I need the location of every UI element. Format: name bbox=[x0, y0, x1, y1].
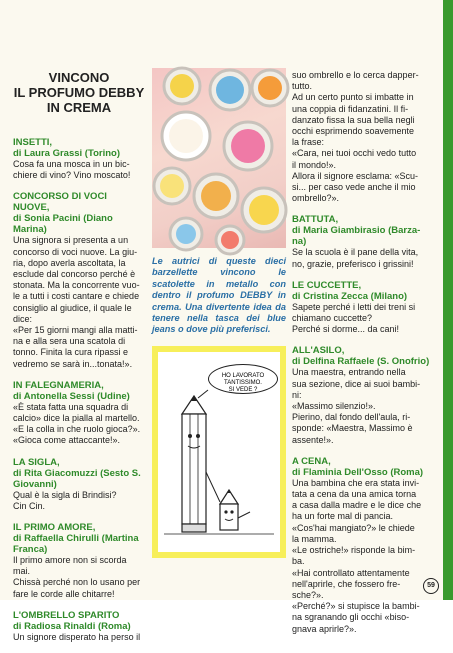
joke-text-line: «Gioca come attaccante!». bbox=[13, 435, 121, 446]
joke-text-line: no, grazie, preferisco i grissini! bbox=[292, 258, 414, 269]
joke-text-line: sua sezione, dice ai suoi bambi- bbox=[292, 378, 421, 389]
joke-heading-line: INSETTI, bbox=[13, 137, 53, 148]
joke-text-line: Allora il signore esclama: «Scu- bbox=[292, 170, 419, 181]
joke-heading-line: Franca) bbox=[13, 544, 48, 556]
joke-text-line: Una maestra, entrando nella bbox=[292, 367, 406, 378]
joke-text-line: sponde: «Maestra, Massimo è bbox=[292, 423, 413, 434]
joke-text-line: si... per caso vede anche il mio bbox=[292, 182, 416, 193]
joke-sigla bbox=[13, 457, 145, 512]
joke-title bbox=[13, 522, 145, 555]
joke-text-line: la frase: bbox=[292, 137, 325, 148]
speech-bubble-line: SI VEDE ? bbox=[228, 386, 258, 393]
joke-cuccette bbox=[292, 280, 440, 336]
joke-text-line: «Cos'hai mangiato?» le chiede bbox=[292, 522, 415, 533]
joke-text-line: fare le corde alle chitarre! bbox=[13, 588, 115, 599]
green-edge-band bbox=[443, 0, 453, 600]
joke-heading-line: na) bbox=[292, 236, 307, 248]
headline-line: VINCONO bbox=[48, 70, 110, 85]
joke-text-line: dice: bbox=[13, 313, 33, 324]
joke-text-line: calcio» dice la pialla al martello. bbox=[13, 413, 140, 424]
joke-heading-line: di Flaminia Dell'Osso (Roma) bbox=[292, 466, 424, 478]
joke-heading-line: di Raffaella Chirulli (Martina bbox=[13, 533, 139, 545]
joke-heading-line: A CENA, bbox=[292, 455, 331, 467]
joke-text-line: occhi esprimendo soavemente bbox=[292, 126, 415, 137]
joke-heading-line: CONCORSO DI VOCI NUOVE, bbox=[13, 191, 107, 214]
joke-text-line: ba. bbox=[292, 556, 305, 567]
column-middle bbox=[152, 68, 286, 558]
cartoon-frame bbox=[158, 352, 280, 552]
joke-text-line: «Hai controllato attentamente bbox=[292, 567, 410, 578]
joke-text-line: a casa dalla madre e le dice che bbox=[292, 500, 422, 511]
joke-insetti bbox=[13, 137, 145, 181]
joke-title bbox=[292, 345, 440, 367]
joke-heading-line: LA SIGLA, bbox=[13, 456, 60, 468]
joke-text-line: nell'aprirle, che fossero fre- bbox=[292, 578, 401, 589]
joke-text-line: chiamano cuccette? bbox=[292, 313, 373, 324]
joke-title bbox=[13, 610, 145, 632]
joke-body bbox=[292, 70, 440, 204]
joke-text-line: Una bambina che era stata invi- bbox=[292, 477, 420, 488]
joke-text-line: il mondo!». bbox=[292, 159, 337, 170]
headline bbox=[13, 70, 145, 115]
joke-title bbox=[13, 380, 145, 402]
joke-title bbox=[13, 457, 145, 490]
joke-heading-line: di Rita Giacomuzzi (Sesto S. bbox=[13, 467, 141, 479]
joke-heading-line: di Maria Giambirasio (Barza- bbox=[292, 225, 421, 237]
joke-body bbox=[13, 235, 145, 369]
joke-text-line: ni: bbox=[292, 389, 302, 400]
joke-heading-line: BATTUTA, bbox=[292, 214, 339, 226]
joke-concorso bbox=[13, 191, 145, 369]
joke-text-line: chiere di vino? Vino moscato! bbox=[13, 170, 131, 181]
joke-title bbox=[13, 191, 145, 235]
joke-heading-line: di Radiosa Rinaldi (Roma) bbox=[13, 620, 131, 632]
joke-body bbox=[13, 490, 145, 512]
joke-heading-line: di Laura Grassi (Torino) bbox=[13, 148, 120, 159]
joke-text-line: ria, dopo averla ascoltata, la bbox=[13, 257, 126, 268]
joke-text-line: Qual è la sigla di Brindisi? bbox=[13, 489, 117, 500]
joke-text-line: vedremo se sarà in...tonata!». bbox=[13, 358, 133, 369]
joke-text-line: tutto. bbox=[292, 81, 313, 92]
joke-text-line: Una signora si presenta a un bbox=[13, 235, 129, 246]
joke-text-line: ha un forte mal di pancia. bbox=[292, 511, 394, 522]
joke-text-line: «E la colla in che ruolo gioca?». bbox=[13, 424, 141, 435]
perfume-tins-image bbox=[152, 68, 286, 248]
joke-text-line: esclude dal concorso perché è bbox=[13, 269, 136, 280]
joke-body bbox=[292, 367, 440, 445]
joke-title bbox=[292, 214, 440, 247]
joke-body bbox=[292, 302, 440, 336]
joke-text-line: «Per 15 giorni mangi alla matti- bbox=[13, 325, 138, 336]
joke-primo-amore bbox=[13, 522, 145, 600]
joke-text-line: na sgranando gli occhi «biso- bbox=[292, 612, 410, 623]
joke-heading-line: di Cristina Zecca (Milano) bbox=[292, 290, 408, 302]
joke-text-line: Perché si dorme... da cani! bbox=[292, 324, 400, 335]
joke-text-line: «Cara, nei tuoi occhi vedo tutto bbox=[292, 148, 417, 159]
joke-text-line: «È stata fatta una squadra di bbox=[13, 401, 129, 412]
joke-text-line: Pierino, dal fondo dell'aula, ri- bbox=[292, 412, 411, 423]
joke-text-line: sche?». bbox=[292, 589, 324, 600]
joke-text-line: Se la scuola è il pane della vita, bbox=[292, 247, 419, 258]
joke-heading-line: di Sonia Pacini (Diano Marina) bbox=[13, 213, 113, 236]
joke-text-line: Ad un certo punto si imbatte in bbox=[292, 92, 414, 103]
joke-heading-line: di Delfina Raffaele (S. Onofrio) bbox=[292, 356, 430, 368]
joke-text-line: Cin Cin. bbox=[13, 500, 46, 511]
joke-heading-line: di Antonella Sessi (Udine) bbox=[13, 390, 130, 402]
joke-falegnameria bbox=[13, 380, 145, 447]
joke-text-line: ombrello?». bbox=[292, 193, 340, 204]
joke-text-line: Un signore disperato ha perso il bbox=[13, 631, 141, 642]
joke-text-line: suo ombrello e lo cerca dapper- bbox=[292, 70, 419, 80]
joke-text-line: «Le ostriche!» risponde la bim- bbox=[292, 545, 416, 556]
joke-heading-line: IN FALEGNAMERIA, bbox=[13, 379, 104, 391]
joke-text-line: stonata. Ma la concorrente vuo- bbox=[13, 280, 140, 291]
joke-text-line: tonno. Finita la cura ripassi e bbox=[13, 347, 129, 358]
joke-text-line: na e alla sera una scatola di bbox=[13, 336, 126, 347]
headline-line: IL PROFUMO DEBBY bbox=[13, 85, 145, 100]
joke-text-line: assente!». bbox=[292, 434, 334, 445]
joke-battuta bbox=[292, 214, 440, 269]
joke-text-line: Chissà perché non lo usano per bbox=[13, 577, 141, 588]
speech-bubble-line: TANTISSIMO. bbox=[224, 379, 262, 386]
joke-title bbox=[292, 280, 440, 302]
joke-asilo bbox=[292, 345, 440, 445]
joke-body bbox=[13, 632, 145, 643]
joke-ombrello-continued bbox=[292, 70, 440, 204]
joke-text-line: concorso di voci nuove. La giu- bbox=[13, 246, 138, 257]
joke-body bbox=[292, 247, 440, 269]
joke-heading-line: ALL'ASILO, bbox=[292, 345, 345, 357]
joke-text-line: una coppia di fidanzatini. Il fi- bbox=[292, 103, 409, 114]
joke-text-line: gnava aprirle?». bbox=[292, 623, 357, 634]
page-number: 59 bbox=[423, 578, 439, 594]
joke-body bbox=[292, 478, 440, 635]
joke-text-line: Sapete perché i letti dei treni si bbox=[292, 301, 416, 312]
joke-title bbox=[292, 456, 440, 478]
joke-text-line: Cosa fa una mosca in un bic- bbox=[13, 159, 130, 169]
joke-text-line: tata a cena da una amica torna bbox=[292, 489, 417, 500]
speech-bubble-line: HO LAVORATO bbox=[221, 372, 265, 379]
joke-heading-line: LE CUCCETTE, bbox=[292, 279, 362, 291]
joke-title bbox=[13, 137, 145, 159]
joke-heading-line: Giovanni) bbox=[13, 478, 57, 490]
joke-body bbox=[13, 159, 145, 181]
joke-text-line: «Perché?» si stupisce la bambi- bbox=[292, 601, 420, 612]
joke-body bbox=[13, 555, 145, 600]
joke-text-line: «Massimo silenzio!». bbox=[292, 401, 376, 412]
cartoon-panel bbox=[152, 346, 286, 558]
pencils-illustration bbox=[158, 352, 280, 552]
column-right bbox=[292, 70, 440, 645]
joke-text-line: la mamma. bbox=[292, 533, 337, 544]
joke-text-line: mai. bbox=[13, 566, 31, 577]
joke-cena bbox=[292, 456, 440, 635]
joke-text-line: le a tutti i costi cantare e chiede bbox=[13, 291, 140, 302]
photo-caption: Le autrici di queste dieci barzellette vincono le scatolette in metallo con dentro il profumo DEBBY in crema. Una divertente idea da tenere nella tasca dei blue jeans o dove più preferisci. bbox=[152, 256, 286, 335]
joke-text-line: Il primo amore non si scorda bbox=[13, 555, 127, 566]
joke-heading-line: L'OMBRELLO SPARITO bbox=[13, 609, 120, 621]
joke-text-line: danzato fissa la sua bella negli bbox=[292, 114, 415, 125]
column-left bbox=[13, 70, 145, 653]
joke-body bbox=[13, 402, 145, 447]
joke-text-line: consiglio al giudice, il quale le bbox=[13, 302, 132, 313]
joke-heading-line: IL PRIMO AMORE, bbox=[13, 522, 96, 534]
joke-ombrello bbox=[13, 610, 145, 643]
product-photo bbox=[152, 68, 286, 248]
headline-line: IN CREMA bbox=[46, 100, 112, 115]
